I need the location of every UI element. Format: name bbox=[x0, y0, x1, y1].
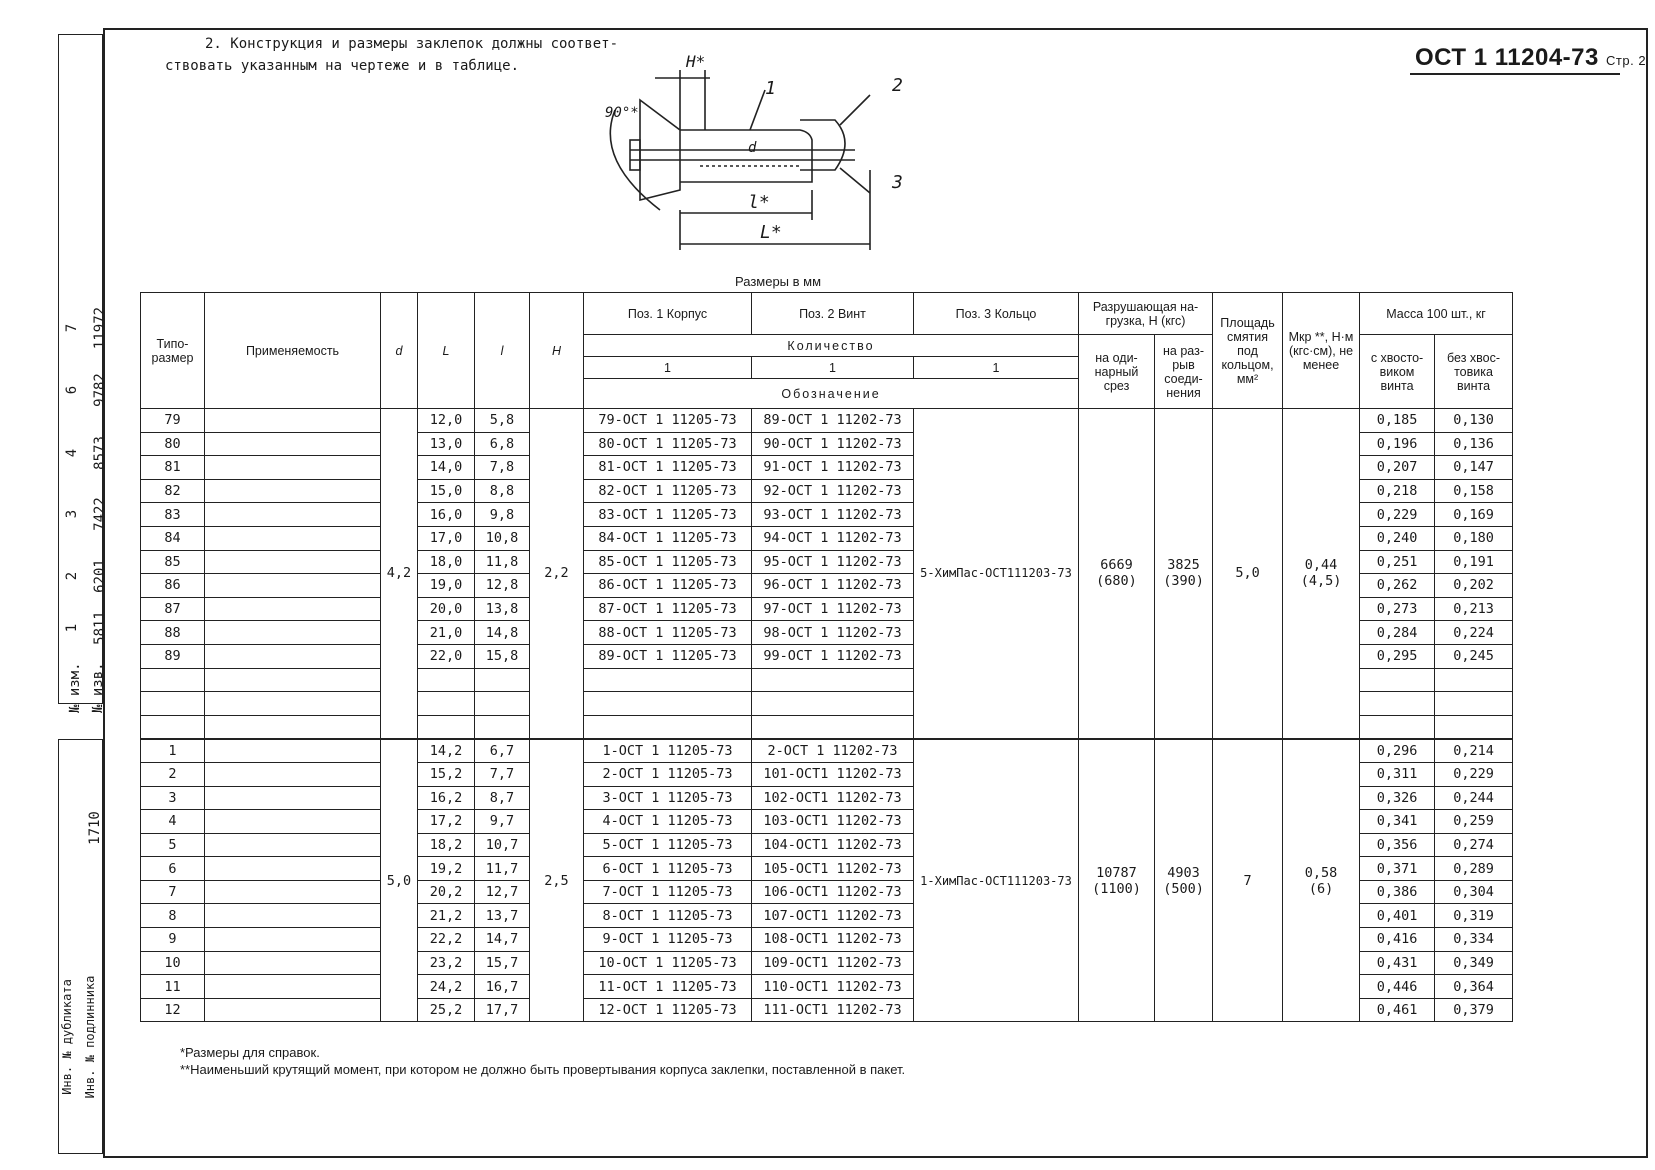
table-caption: Размеры в мм bbox=[735, 274, 822, 289]
cell-tiporazmer: 1 bbox=[141, 739, 205, 763]
cell-l: 11,7 bbox=[475, 857, 530, 881]
cell-pos1: 7-ОСТ 1 11205-73 bbox=[584, 880, 752, 904]
cell-L: 14,0 bbox=[418, 456, 475, 480]
cell-massa-bez: 0,349 bbox=[1435, 951, 1513, 975]
razryv-value: 4903 bbox=[1167, 864, 1200, 881]
cell-pos2: 99-ОСТ 1 11202-73 bbox=[752, 644, 914, 668]
stamp-izv-label: № изв. bbox=[90, 662, 106, 713]
cell-primen bbox=[205, 550, 381, 574]
cell-l: 5,8 bbox=[475, 409, 530, 433]
moment-kgs: (6) bbox=[1308, 880, 1334, 897]
cell-tiporazmer: 7 bbox=[141, 880, 205, 904]
cell-primen bbox=[205, 432, 381, 456]
cell-pos2: 109-ОСТ1 11202-73 bbox=[752, 951, 914, 975]
cell-ploshad: 7 bbox=[1213, 739, 1283, 1022]
cell-massa-bez: 0,259 bbox=[1435, 810, 1513, 834]
cell-pos1: 89-ОСТ 1 11205-73 bbox=[584, 644, 752, 668]
cell-H: 2,5 bbox=[530, 739, 584, 1022]
group-1-body bbox=[141, 409, 1513, 739]
stamp-izv: 7422 bbox=[92, 497, 108, 531]
cell-massa-bez: 0,136 bbox=[1435, 432, 1513, 456]
cell-L: 19,0 bbox=[418, 574, 475, 598]
cell-pos2: 106-ОСТ1 11202-73 bbox=[752, 880, 914, 904]
cell-pos3: 5-ХимПас-ОСТ111203-73 bbox=[914, 409, 1079, 739]
cell-pos2: 111-ОСТ1 11202-73 bbox=[752, 998, 914, 1022]
cell-tiporazmer: 83 bbox=[141, 503, 205, 527]
cell-L: 16,2 bbox=[418, 786, 475, 810]
cell-pos2: 97-ОСТ 1 11202-73 bbox=[752, 597, 914, 621]
cell-massa-bez: 0,180 bbox=[1435, 526, 1513, 550]
cell-tiporazmer: 89 bbox=[141, 644, 205, 668]
cell-pos1: 8-ОСТ 1 11205-73 bbox=[584, 904, 752, 928]
cell-pos2: 89-ОСТ 1 11202-73 bbox=[752, 409, 914, 433]
cell-l: 6,7 bbox=[475, 739, 530, 763]
cell-moment bbox=[1283, 739, 1360, 1022]
doc-code-text: ОСТ 1 11204-73 bbox=[1415, 44, 1599, 71]
th-razrush: Разрушающая на-грузка, Н (кгс) bbox=[1079, 293, 1213, 335]
cell-tiporazmer: 79 bbox=[141, 409, 205, 433]
blank-cell bbox=[141, 668, 205, 692]
cell-pos1: 86-ОСТ 1 11205-73 bbox=[584, 574, 752, 598]
th-kolichestvo: Количество bbox=[584, 335, 1079, 357]
cell-primen bbox=[205, 928, 381, 952]
cell-primen bbox=[205, 456, 381, 480]
cell-L: 22,2 bbox=[418, 928, 475, 952]
th-q2: 1 bbox=[752, 357, 914, 379]
th-pos3: Поз. 3 Кольцо bbox=[914, 293, 1079, 335]
th-pos1: Поз. 1 Корпус bbox=[584, 293, 752, 335]
srez-value: 6669 bbox=[1100, 557, 1133, 574]
cell-pos1: 84-ОСТ 1 11205-73 bbox=[584, 526, 752, 550]
group-2-body bbox=[141, 739, 1513, 1022]
cell-massa-s: 0,356 bbox=[1360, 833, 1435, 857]
cell-tiporazmer: 88 bbox=[141, 621, 205, 645]
cell-massa-s: 0,273 bbox=[1360, 597, 1435, 621]
moment-value: 0,58 bbox=[1304, 864, 1338, 881]
cell-massa-bez: 0,213 bbox=[1435, 597, 1513, 621]
cell-massa-bez: 0,130 bbox=[1435, 409, 1513, 433]
th-bez-hvost: без хвос-товика винта bbox=[1435, 335, 1513, 409]
cell-massa-bez: 0,147 bbox=[1435, 456, 1513, 480]
th-ploshad: Площадь смятия под кольцом, мм² bbox=[1213, 293, 1283, 409]
cell-pos2: 98-ОСТ 1 11202-73 bbox=[752, 621, 914, 645]
cell-l: 12,8 bbox=[475, 574, 530, 598]
cell-massa-s: 0,431 bbox=[1360, 951, 1435, 975]
cell-l: 10,8 bbox=[475, 526, 530, 550]
cell-moment bbox=[1283, 409, 1360, 739]
th-H: H bbox=[530, 293, 584, 409]
cell-primen bbox=[205, 621, 381, 645]
cell-tiporazmer: 4 bbox=[141, 810, 205, 834]
cell-massa-s: 0,196 bbox=[1360, 432, 1435, 456]
cell-massa-bez: 0,229 bbox=[1435, 762, 1513, 786]
srez-kgs: (1100) bbox=[1092, 880, 1141, 897]
cell-massa-bez: 0,158 bbox=[1435, 479, 1513, 503]
cell-tiporazmer: 84 bbox=[141, 526, 205, 550]
th-massa: Масса 100 шт., кг bbox=[1360, 293, 1513, 335]
cell-L: 15,2 bbox=[418, 762, 475, 786]
blank-cell bbox=[418, 715, 475, 739]
cell-l: 13,8 bbox=[475, 597, 530, 621]
cell-massa-s: 0,229 bbox=[1360, 503, 1435, 527]
razryv-kgs: (390) bbox=[1163, 573, 1204, 590]
th-tiporazmer: Типо-размер bbox=[141, 293, 205, 409]
cell-l: 7,8 bbox=[475, 456, 530, 480]
moment-value: 0,44 bbox=[1304, 557, 1338, 574]
cell-primen bbox=[205, 786, 381, 810]
cell-pos2: 96-ОСТ 1 11202-73 bbox=[752, 574, 914, 598]
stamp-inv-dubl-label: Инв. № дубликата bbox=[60, 979, 74, 1095]
cell-massa-s: 0,207 bbox=[1360, 456, 1435, 480]
cell-primen bbox=[205, 762, 381, 786]
cell-massa-s: 0,461 bbox=[1360, 998, 1435, 1022]
document-code bbox=[1415, 44, 1646, 72]
cell-pos2: 95-ОСТ 1 11202-73 bbox=[752, 550, 914, 574]
cell-tiporazmer: 87 bbox=[141, 597, 205, 621]
cell-L: 25,2 bbox=[418, 998, 475, 1022]
cell-pos1: 87-ОСТ 1 11205-73 bbox=[584, 597, 752, 621]
cell-massa-s: 0,262 bbox=[1360, 574, 1435, 598]
cell-L: 22,0 bbox=[418, 644, 475, 668]
cell-primen bbox=[205, 479, 381, 503]
blank-cell bbox=[584, 668, 752, 692]
cell-tiporazmer: 2 bbox=[141, 762, 205, 786]
cell-razryv bbox=[1155, 739, 1213, 1022]
cell-tiporazmer: 80 bbox=[141, 432, 205, 456]
cell-primen bbox=[205, 833, 381, 857]
blank-cell bbox=[752, 692, 914, 716]
cell-L: 23,2 bbox=[418, 951, 475, 975]
cell-l: 9,8 bbox=[475, 503, 530, 527]
cell-massa-bez: 0,274 bbox=[1435, 833, 1513, 857]
cell-ploshad: 5,0 bbox=[1213, 409, 1283, 739]
cell-primen bbox=[205, 857, 381, 881]
cell-massa-bez: 0,224 bbox=[1435, 621, 1513, 645]
cell-massa-bez: 0,379 bbox=[1435, 998, 1513, 1022]
cell-massa-s: 0,284 bbox=[1360, 621, 1435, 645]
cell-pos1: 5-ОСТ 1 11205-73 bbox=[584, 833, 752, 857]
th-oboznachenie: Обозначение bbox=[584, 379, 1079, 409]
th-q3: 1 bbox=[914, 357, 1079, 379]
dim-l: l* bbox=[748, 192, 770, 213]
cell-pos1: 1-ОСТ 1 11205-73 bbox=[584, 739, 752, 763]
blank-cell bbox=[475, 668, 530, 692]
cell-massa-s: 0,416 bbox=[1360, 928, 1435, 952]
razryv-kgs: (500) bbox=[1163, 880, 1204, 897]
cell-l: 15,8 bbox=[475, 644, 530, 668]
cell-H: 2,2 bbox=[530, 409, 584, 739]
blank-cell bbox=[1360, 668, 1435, 692]
cell-massa-s: 0,295 bbox=[1360, 644, 1435, 668]
cell-pos1: 80-ОСТ 1 11205-73 bbox=[584, 432, 752, 456]
cell-pos2: 108-ОСТ1 11202-73 bbox=[752, 928, 914, 952]
cell-l: 7,7 bbox=[475, 762, 530, 786]
cell-pos1: 4-ОСТ 1 11205-73 bbox=[584, 810, 752, 834]
cell-srez bbox=[1079, 739, 1155, 1022]
table-row bbox=[141, 739, 1513, 763]
cell-pos2: 91-ОСТ 1 11202-73 bbox=[752, 456, 914, 480]
cell-l: 11,8 bbox=[475, 550, 530, 574]
blank-cell bbox=[1435, 692, 1513, 716]
stamp-inv-podl-label: Инв. № подлинника bbox=[83, 975, 97, 1099]
cell-massa-bez: 0,334 bbox=[1435, 928, 1513, 952]
cell-tiporazmer: 6 bbox=[141, 857, 205, 881]
cell-pos2: 110-ОСТ1 11202-73 bbox=[752, 975, 914, 999]
cell-primen bbox=[205, 503, 381, 527]
razryv-value: 3825 bbox=[1167, 557, 1200, 574]
stamp-izm-label: № изм. bbox=[67, 662, 83, 713]
note-line-2: ствовать указанным на чертеже и в таблице. bbox=[165, 58, 520, 74]
cell-srez bbox=[1079, 409, 1155, 739]
cell-tiporazmer: 82 bbox=[141, 479, 205, 503]
doc-page: Стр. 2 bbox=[1606, 53, 1647, 68]
cell-massa-s: 0,386 bbox=[1360, 880, 1435, 904]
blank-cell bbox=[205, 668, 381, 692]
cell-L: 13,0 bbox=[418, 432, 475, 456]
cell-tiporazmer: 10 bbox=[141, 951, 205, 975]
cell-massa-s: 0,240 bbox=[1360, 526, 1435, 550]
cell-tiporazmer: 12 bbox=[141, 998, 205, 1022]
blank-cell bbox=[1360, 715, 1435, 739]
cell-massa-s: 0,401 bbox=[1360, 904, 1435, 928]
cell-l: 14,8 bbox=[475, 621, 530, 645]
th-l: l bbox=[475, 293, 530, 409]
cell-tiporazmer: 9 bbox=[141, 928, 205, 952]
cell-tiporazmer: 11 bbox=[141, 975, 205, 999]
stamp-izm: 6 bbox=[64, 385, 80, 395]
cell-L: 19,2 bbox=[418, 857, 475, 881]
cell-pos1: 79-ОСТ 1 11205-73 bbox=[584, 409, 752, 433]
footnote-1: *Размеры для справок. bbox=[180, 1045, 320, 1060]
cell-d: 5,0 bbox=[381, 739, 418, 1022]
stamp-izm: 2 bbox=[64, 571, 80, 581]
cell-L: 16,0 bbox=[418, 503, 475, 527]
stamp-inv-podl: 1710 bbox=[87, 811, 103, 845]
cell-pos2: 94-ОСТ 1 11202-73 bbox=[752, 526, 914, 550]
blank-cell bbox=[205, 692, 381, 716]
cell-L: 15,0 bbox=[418, 479, 475, 503]
cell-massa-bez: 0,202 bbox=[1435, 574, 1513, 598]
blank-cell bbox=[475, 715, 530, 739]
th-pos2: Поз. 2 Винт bbox=[752, 293, 914, 335]
blank-cell bbox=[418, 692, 475, 716]
cell-massa-s: 0,446 bbox=[1360, 975, 1435, 999]
blank-cell bbox=[584, 692, 752, 716]
cell-pos3: 1-ХимПас-ОСТ111203-73 bbox=[914, 739, 1079, 1022]
cell-massa-bez: 0,214 bbox=[1435, 739, 1513, 763]
blank-cell bbox=[418, 668, 475, 692]
cell-massa-s: 0,185 bbox=[1360, 409, 1435, 433]
cell-l: 14,7 bbox=[475, 928, 530, 952]
cell-massa-s: 0,218 bbox=[1360, 479, 1435, 503]
stamp-izm: 3 bbox=[64, 509, 80, 519]
blank-cell bbox=[141, 692, 205, 716]
blank-cell bbox=[584, 715, 752, 739]
cell-L: 20,0 bbox=[418, 597, 475, 621]
cell-massa-bez: 0,245 bbox=[1435, 644, 1513, 668]
th-na-razryv: на раз-рыв соеди-нения bbox=[1155, 335, 1213, 409]
cell-l: 15,7 bbox=[475, 951, 530, 975]
cell-pos2: 105-ОСТ1 11202-73 bbox=[752, 857, 914, 881]
cell-pos2: 107-ОСТ1 11202-73 bbox=[752, 904, 914, 928]
blank-cell bbox=[752, 715, 914, 739]
drawing-pos-1: 1 bbox=[765, 78, 776, 99]
cell-primen bbox=[205, 975, 381, 999]
blank-cell bbox=[752, 668, 914, 692]
moment-kgs: (4,5) bbox=[1300, 573, 1342, 590]
cell-pos2: 92-ОСТ 1 11202-73 bbox=[752, 479, 914, 503]
cell-l: 16,7 bbox=[475, 975, 530, 999]
th-d: d bbox=[381, 293, 418, 409]
drawing-pos-2: 2 bbox=[892, 75, 903, 96]
stamp-izm: 7 bbox=[64, 323, 80, 333]
cell-pos2: 104-ОСТ1 11202-73 bbox=[752, 833, 914, 857]
th-s-hvost: с хвосто-виком винта bbox=[1360, 335, 1435, 409]
cell-L: 14,2 bbox=[418, 739, 475, 763]
cell-L: 20,2 bbox=[418, 880, 475, 904]
cell-d: 4,2 bbox=[381, 409, 418, 739]
cell-l: 13,7 bbox=[475, 904, 530, 928]
blank-cell bbox=[1435, 715, 1513, 739]
stamp-izm: 4 bbox=[64, 448, 80, 458]
cell-pos2: 2-ОСТ 1 11202-73 bbox=[752, 739, 914, 763]
cell-massa-s: 0,371 bbox=[1360, 857, 1435, 881]
table-row bbox=[141, 409, 1513, 433]
stamp-izv: 5811 bbox=[92, 611, 108, 645]
cell-massa-bez: 0,319 bbox=[1435, 904, 1513, 928]
cell-L: 18,2 bbox=[418, 833, 475, 857]
th-q1: 1 bbox=[584, 357, 752, 379]
header-underline bbox=[1410, 73, 1620, 75]
stamp-izv: 6201 bbox=[92, 559, 108, 593]
cell-L: 12,0 bbox=[418, 409, 475, 433]
cell-pos1: 82-ОСТ 1 11205-73 bbox=[584, 479, 752, 503]
th-moment: Мкр **, Н·м (кгс·см), не менее bbox=[1283, 293, 1360, 409]
dim-L: L* bbox=[760, 222, 782, 243]
dim-H: H* bbox=[686, 52, 706, 71]
cell-tiporazmer: 3 bbox=[141, 786, 205, 810]
cell-pos2: 103-ОСТ1 11202-73 bbox=[752, 810, 914, 834]
srez-value: 10787 bbox=[1096, 864, 1137, 881]
cell-primen bbox=[205, 597, 381, 621]
cell-pos1: 3-ОСТ 1 11205-73 bbox=[584, 786, 752, 810]
cell-pos1: 88-ОСТ 1 11205-73 bbox=[584, 621, 752, 645]
cell-L: 17,2 bbox=[418, 810, 475, 834]
cell-primen bbox=[205, 409, 381, 433]
blank-cell bbox=[205, 715, 381, 739]
cell-massa-s: 0,341 bbox=[1360, 810, 1435, 834]
footnote-2: **Наименьший крутящий момент, при котором не должно быть провертывания корпуса заклепки, поставленной в пакет. bbox=[180, 1062, 906, 1077]
cell-massa-bez: 0,244 bbox=[1435, 786, 1513, 810]
dim-d: d bbox=[748, 140, 757, 156]
th-L: L bbox=[418, 293, 475, 409]
cell-massa-s: 0,251 bbox=[1360, 550, 1435, 574]
dim-angle: 90°* bbox=[605, 105, 639, 121]
cell-l: 8,8 bbox=[475, 479, 530, 503]
cell-massa-bez: 0,191 bbox=[1435, 550, 1513, 574]
cell-massa-s: 0,311 bbox=[1360, 762, 1435, 786]
blank-cell bbox=[1360, 692, 1435, 716]
cell-pos1: 10-ОСТ 1 11205-73 bbox=[584, 951, 752, 975]
blank-cell bbox=[475, 692, 530, 716]
cell-massa-bez: 0,169 bbox=[1435, 503, 1513, 527]
cell-tiporazmer: 5 bbox=[141, 833, 205, 857]
blank-cell bbox=[141, 715, 205, 739]
stamp-izv: 9782 bbox=[92, 373, 108, 407]
cell-pos1: 85-ОСТ 1 11205-73 bbox=[584, 550, 752, 574]
cell-l: 10,7 bbox=[475, 833, 530, 857]
blank-cell bbox=[1435, 668, 1513, 692]
cell-massa-bez: 0,364 bbox=[1435, 975, 1513, 999]
cell-l: 6,8 bbox=[475, 432, 530, 456]
cell-massa-bez: 0,289 bbox=[1435, 857, 1513, 881]
spec-table bbox=[140, 292, 1513, 1022]
cell-massa-s: 0,326 bbox=[1360, 786, 1435, 810]
drawing-pos-3: 3 bbox=[892, 172, 903, 193]
cell-L: 21,2 bbox=[418, 904, 475, 928]
cell-pos2: 90-ОСТ 1 11202-73 bbox=[752, 432, 914, 456]
cell-pos1: 81-ОСТ 1 11205-73 bbox=[584, 456, 752, 480]
cell-tiporazmer: 8 bbox=[141, 904, 205, 928]
stamp-izm: 1 bbox=[64, 623, 80, 633]
cell-primen bbox=[205, 998, 381, 1022]
cell-primen bbox=[205, 574, 381, 598]
cell-razryv bbox=[1155, 409, 1213, 739]
th-na-odin: на оди-нарный срез bbox=[1079, 335, 1155, 409]
cell-primen bbox=[205, 526, 381, 550]
cell-l: 9,7 bbox=[475, 810, 530, 834]
cell-L: 18,0 bbox=[418, 550, 475, 574]
cell-pos1: 83-ОСТ 1 11205-73 bbox=[584, 503, 752, 527]
cell-pos2: 101-ОСТ1 11202-73 bbox=[752, 762, 914, 786]
cell-pos2: 93-ОСТ 1 11202-73 bbox=[752, 503, 914, 527]
cell-pos1: 6-ОСТ 1 11205-73 bbox=[584, 857, 752, 881]
cell-tiporazmer: 85 bbox=[141, 550, 205, 574]
cell-tiporazmer: 86 bbox=[141, 574, 205, 598]
cell-L: 24,2 bbox=[418, 975, 475, 999]
cell-pos1: 9-ОСТ 1 11205-73 bbox=[584, 928, 752, 952]
cell-l: 8,7 bbox=[475, 786, 530, 810]
stamp-izv: 8573 bbox=[92, 436, 108, 470]
srez-kgs: (680) bbox=[1096, 573, 1137, 590]
cell-l: 17,7 bbox=[475, 998, 530, 1022]
cell-primen bbox=[205, 880, 381, 904]
cell-l: 12,7 bbox=[475, 880, 530, 904]
cell-pos2: 102-ОСТ1 11202-73 bbox=[752, 786, 914, 810]
cell-L: 21,0 bbox=[418, 621, 475, 645]
cell-massa-bez: 0,304 bbox=[1435, 880, 1513, 904]
cell-primen bbox=[205, 810, 381, 834]
cell-primen bbox=[205, 904, 381, 928]
cell-massa-s: 0,296 bbox=[1360, 739, 1435, 763]
cell-pos1: 12-ОСТ 1 11205-73 bbox=[584, 998, 752, 1022]
cell-primen bbox=[205, 739, 381, 763]
cell-pos1: 11-ОСТ 1 11205-73 bbox=[584, 975, 752, 999]
note-line-1: 2. Конструкция и размеры заклепок должны соответ- bbox=[205, 36, 619, 52]
stamp-izv: 11972 bbox=[92, 306, 108, 350]
cell-primen bbox=[205, 951, 381, 975]
cell-tiporazmer: 81 bbox=[141, 456, 205, 480]
cell-primen bbox=[205, 644, 381, 668]
th-primen: Применяемость bbox=[205, 293, 381, 409]
cell-pos1: 2-ОСТ 1 11205-73 bbox=[584, 762, 752, 786]
cell-L: 17,0 bbox=[418, 526, 475, 550]
